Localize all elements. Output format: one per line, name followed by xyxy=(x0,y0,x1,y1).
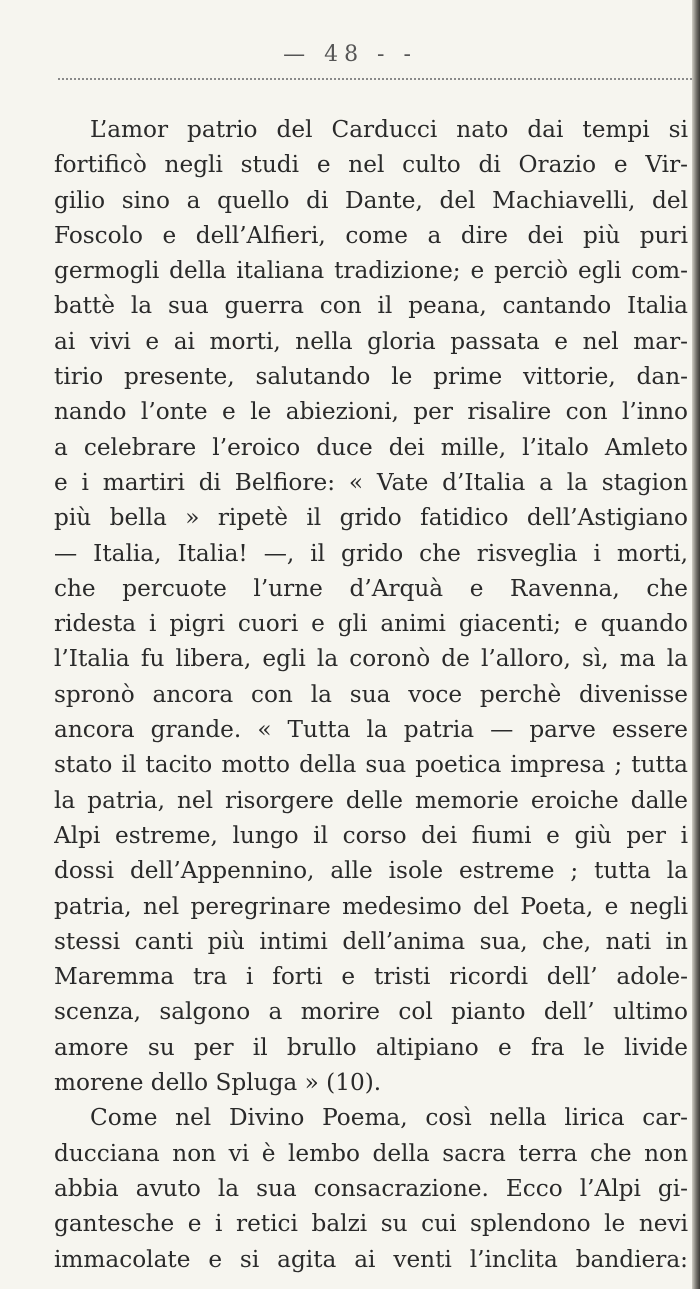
text-line: e i martiri di Belfiore: « Vate d’Italia a la stagion xyxy=(54,468,688,496)
text-line: spronò ancora con la sua voce perchè divenisse xyxy=(54,680,688,708)
text-line: Foscolo e dell’Alfieri, come a dire dei più puri xyxy=(54,221,688,249)
text-line: stessi canti più intimi dell’anima sua, che, nati in xyxy=(54,927,688,955)
text-line: che percuote l’urne d’Arquà e Ravenna, che xyxy=(54,574,688,602)
text-line: ducciana non vi è lembo della sacra terra che non xyxy=(54,1139,688,1167)
header-rule xyxy=(58,78,692,80)
text-line: — Italia, Italia! —, il grido che risveglia i morti, xyxy=(54,539,688,567)
text-line: stato il tacito motto della sua poetica impresa ; tutta xyxy=(54,751,688,779)
text-line: ancora grande. « Tutta la patria — parve essere xyxy=(54,716,688,744)
text-line: gilio sino a quello di Dante, del Machiavelli, del xyxy=(54,186,688,214)
text-line: amore su per il brullo altipiano e fra le livide xyxy=(54,1033,688,1061)
text-line: fortificò negli studi e nel culto di Orazio e Vir- xyxy=(54,151,688,179)
text-line: Alpi estreme, lungo il corso dei fiumi e giù per i xyxy=(54,821,688,849)
text-line: battè la sua guerra con il peana, cantando Italia xyxy=(54,292,688,320)
body-text xyxy=(54,112,688,1277)
text-line: dossi dell’Appennino, alle isole estreme ; tutta la xyxy=(54,857,688,885)
page-number: — 48 - - xyxy=(283,42,417,67)
text-line: più bella » ripetè il grido fatidico dell’Astigiano xyxy=(54,504,688,532)
text-line: abbia avuto la sua consacrazione. Ecco l’Alpi gi- xyxy=(54,1174,688,1202)
text-line: germogli della italiana tradizione; e perciò egli com- xyxy=(54,257,688,285)
text-line: Maremma tra i forti e tristi ricordi dell’ adole- xyxy=(54,963,688,991)
text-line: la patria, nel risorgere delle memorie eroiche dalle xyxy=(54,786,688,814)
text-line: immacolate e si agita ai venti l’inclita bandiera: xyxy=(54,1245,688,1273)
text-line: gantesche e i retici balzi su cui splendono le nevi xyxy=(54,1210,688,1238)
text-line: tirio presente, salutando le prime vittorie, dan- xyxy=(54,363,688,391)
text-line: a celebrare l’eroico duce dei mille, l’italo Amleto xyxy=(54,433,688,461)
page-edge-shadow xyxy=(692,0,700,1289)
text-line: l’Italia fu libera, egli la coronò de l’alloro, sì, ma la xyxy=(54,645,688,673)
text-line: Come nel Divino Poema, così nella lirica car- xyxy=(90,1104,688,1132)
text-line: ridesta i pigri cuori e gli animi giacenti; e quando xyxy=(54,610,688,638)
text-line: ai vivi e ai morti, nella gloria passata e nel mar- xyxy=(54,327,688,355)
text-line: nando l’onte e le abiezioni, per risalire con l’inno xyxy=(54,398,688,426)
text-line: morene dello Spluga » (10). xyxy=(54,1069,382,1097)
text-line: scenza, salgono a morire col pianto dell’ ultimo xyxy=(54,998,688,1026)
text-line: patria, nel peregrinare medesimo del Poeta, e negli xyxy=(54,892,688,920)
text-line: L’amor patrio del Carducci nato dai tempi si xyxy=(90,116,688,143)
